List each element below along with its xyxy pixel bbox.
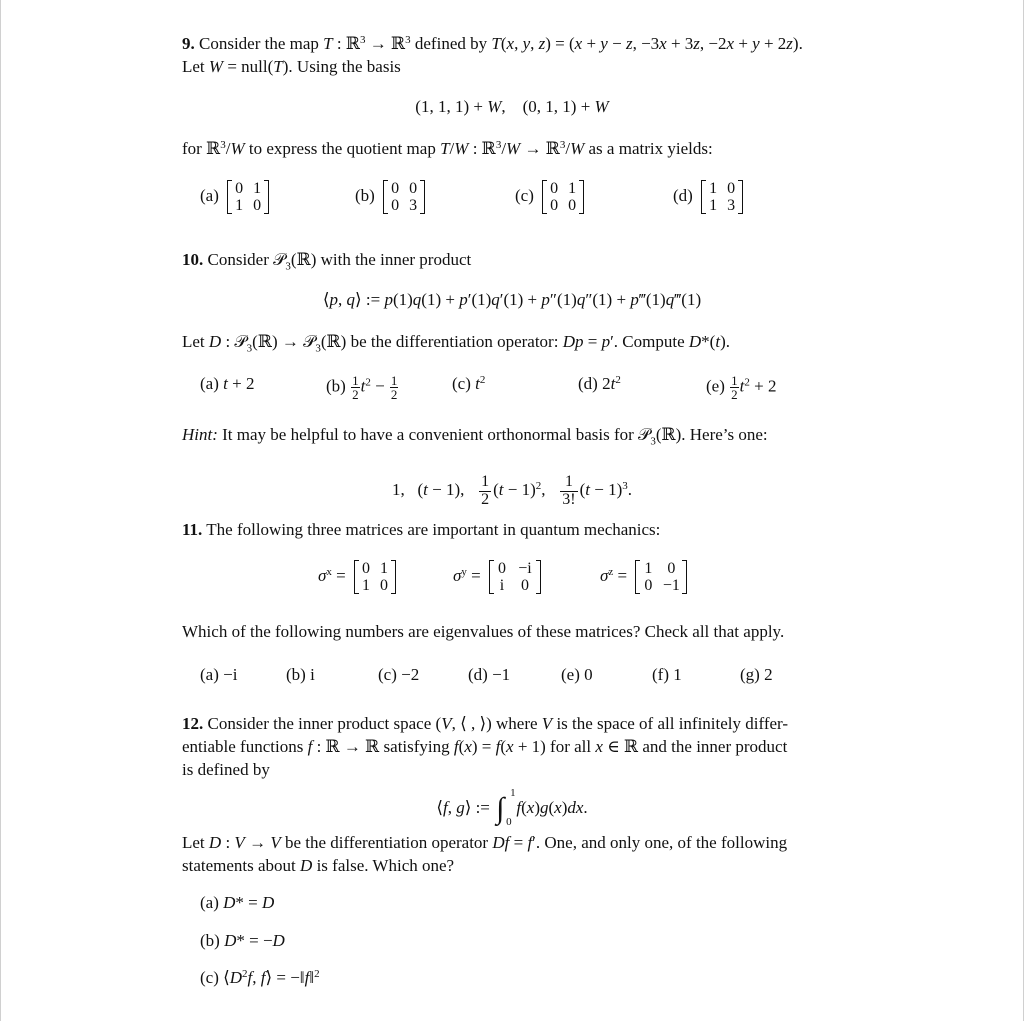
q10-inner-product: ⟨p, q⟩ := p(1)q(1) + p′(1)q′(1) + p″(1)q″(1) + p‴(1)q‴(1) (322, 290, 702, 309)
q12-line-2: entiable functions f : ℝ → ℝ satisfying f(x) = f(x + 1) for all x ∈ ℝ and the inner product (182, 737, 788, 756)
q10-option-e[interactable]: (e) $\frac{1}{2}$ $t^2 + 2$ (706, 373, 777, 402)
integral-sign: ∫ 1 0 (496, 787, 516, 829)
hint-label: Hint: (182, 425, 218, 444)
q10-orthonormal-basis: 1, (t − 1), $\frac{1}{2}$ $(t - 1)^2$, $\frac{1}{3!}$ $(t - 1)^3$. (391, 472, 633, 508)
q9-line-3: for ℝ$^3$/W to express the quotient map T/W : ℝ$^3$/W → ℝ$^3$/W as a matrix yields: (182, 139, 713, 158)
q9-option-d[interactable]: (d) 1 0 1 3 (673, 180, 747, 214)
q9-basis: (1, 1, 1) + W, (0, 1, 1) + W (415, 97, 609, 116)
matrix: 1 0 1 3 (701, 180, 743, 214)
q11-number: 11. (182, 520, 203, 539)
q12-option-a[interactable]: (a) D* = D (200, 893, 275, 912)
q9-line-1: 9. Consider the map T : ℝ$^3$ → ℝ$^3$ defined by T(x, y, z) = (x + y − z, −3x + 3z, −2x + y + 2z). (182, 34, 803, 53)
q10-line-1: 10. Consider 𝒫$_3$(ℝ) with the inner product (182, 250, 472, 273)
q12-line-4: Let D : V → V be the differentiation operator Df = f′. One, and only one, of the following (182, 833, 788, 852)
matrix: 0 1 1 0 (354, 560, 396, 594)
matrix: 0 −i i 0 (489, 560, 541, 594)
q10-hint: Hint: It may be helpful to have a convenient orthonormal basis for 𝒫$_3$(ℝ). Here’s one: (182, 425, 768, 448)
q11-option-g[interactable]: (g) 2 (740, 665, 773, 684)
matrix: 0 0 0 3 (383, 180, 425, 214)
q9-option-c[interactable]: (c) 0 1 0 0 (515, 180, 588, 214)
q12-line-3: is defined by (182, 760, 270, 779)
matrix: 0 1 0 0 (542, 180, 584, 214)
q9-number: 9. (182, 34, 195, 53)
sigma-z-matrix: $\sigma^z$ = 1 0 0 −1 (600, 560, 691, 594)
sigma-x-matrix: $\sigma^x$ = 0 1 1 0 (318, 560, 400, 594)
q9-option-a[interactable]: (a) 0 1 1 0 (200, 180, 273, 214)
q10-option-b[interactable]: (b) $\frac{1}{2}$ $t^2$ − $\frac{1}{2}$ (326, 373, 398, 402)
q12-line-5: statements about D is false. Which one? (182, 856, 455, 875)
q12-number: 12. (182, 714, 204, 733)
q11-line-2: Which of the following numbers are eigenvalues of these matrices? Check all that apply. (182, 622, 785, 641)
q12-line-1: 12. Consider the inner product space (V, ⟨ , ⟩) where V is the space of all infinitely differ- (182, 714, 789, 733)
q11-line-1: 11. The following three matrices are important in quantum mechanics: (182, 520, 661, 539)
q11-option-f[interactable]: (f) 1 (652, 665, 682, 684)
q9-option-b[interactable]: (b) 0 0 0 3 (355, 180, 429, 214)
page-left-border (0, 0, 1, 1021)
matrix: 1 0 0 −1 (635, 560, 687, 594)
q11-option-b[interactable]: (b) i (286, 665, 315, 684)
q11-option-d[interactable]: (d) −1 (468, 665, 511, 684)
matrix: 0 1 1 0 (227, 180, 269, 214)
q11-option-a[interactable]: (a) −i (200, 665, 238, 684)
q12-inner-product: ⟨f, g⟩ := ∫ 1 0 f(x)g(x)dx. (436, 787, 588, 829)
q12-option-b[interactable]: (b) D* = −D (200, 931, 285, 950)
q10-number: 10. (182, 250, 204, 269)
q10-option-c[interactable]: (c) $t^2$ (452, 374, 486, 393)
q9-line-2: Let W = null(T). Using the basis (182, 57, 401, 76)
q10-line-2: Let D : 𝒫$_3$(ℝ) → 𝒫$_3$(ℝ) be the differentiation operator: Dp = p′. Compute D*(t). (182, 332, 730, 355)
q11-option-e[interactable]: (e) 0 (561, 665, 593, 684)
sigma-y-matrix: $\sigma^y$ = 0 −i i 0 (453, 560, 545, 594)
q10-option-a[interactable]: (a) t + 2 (200, 374, 255, 393)
q10-option-d[interactable]: (d) $2t^2$ (578, 374, 621, 393)
q12-option-c[interactable]: (c) $⟨D^2f$, f⟩ = −‖f‖$^2$ (200, 968, 320, 987)
q11-option-c[interactable]: (c) −2 (378, 665, 420, 684)
